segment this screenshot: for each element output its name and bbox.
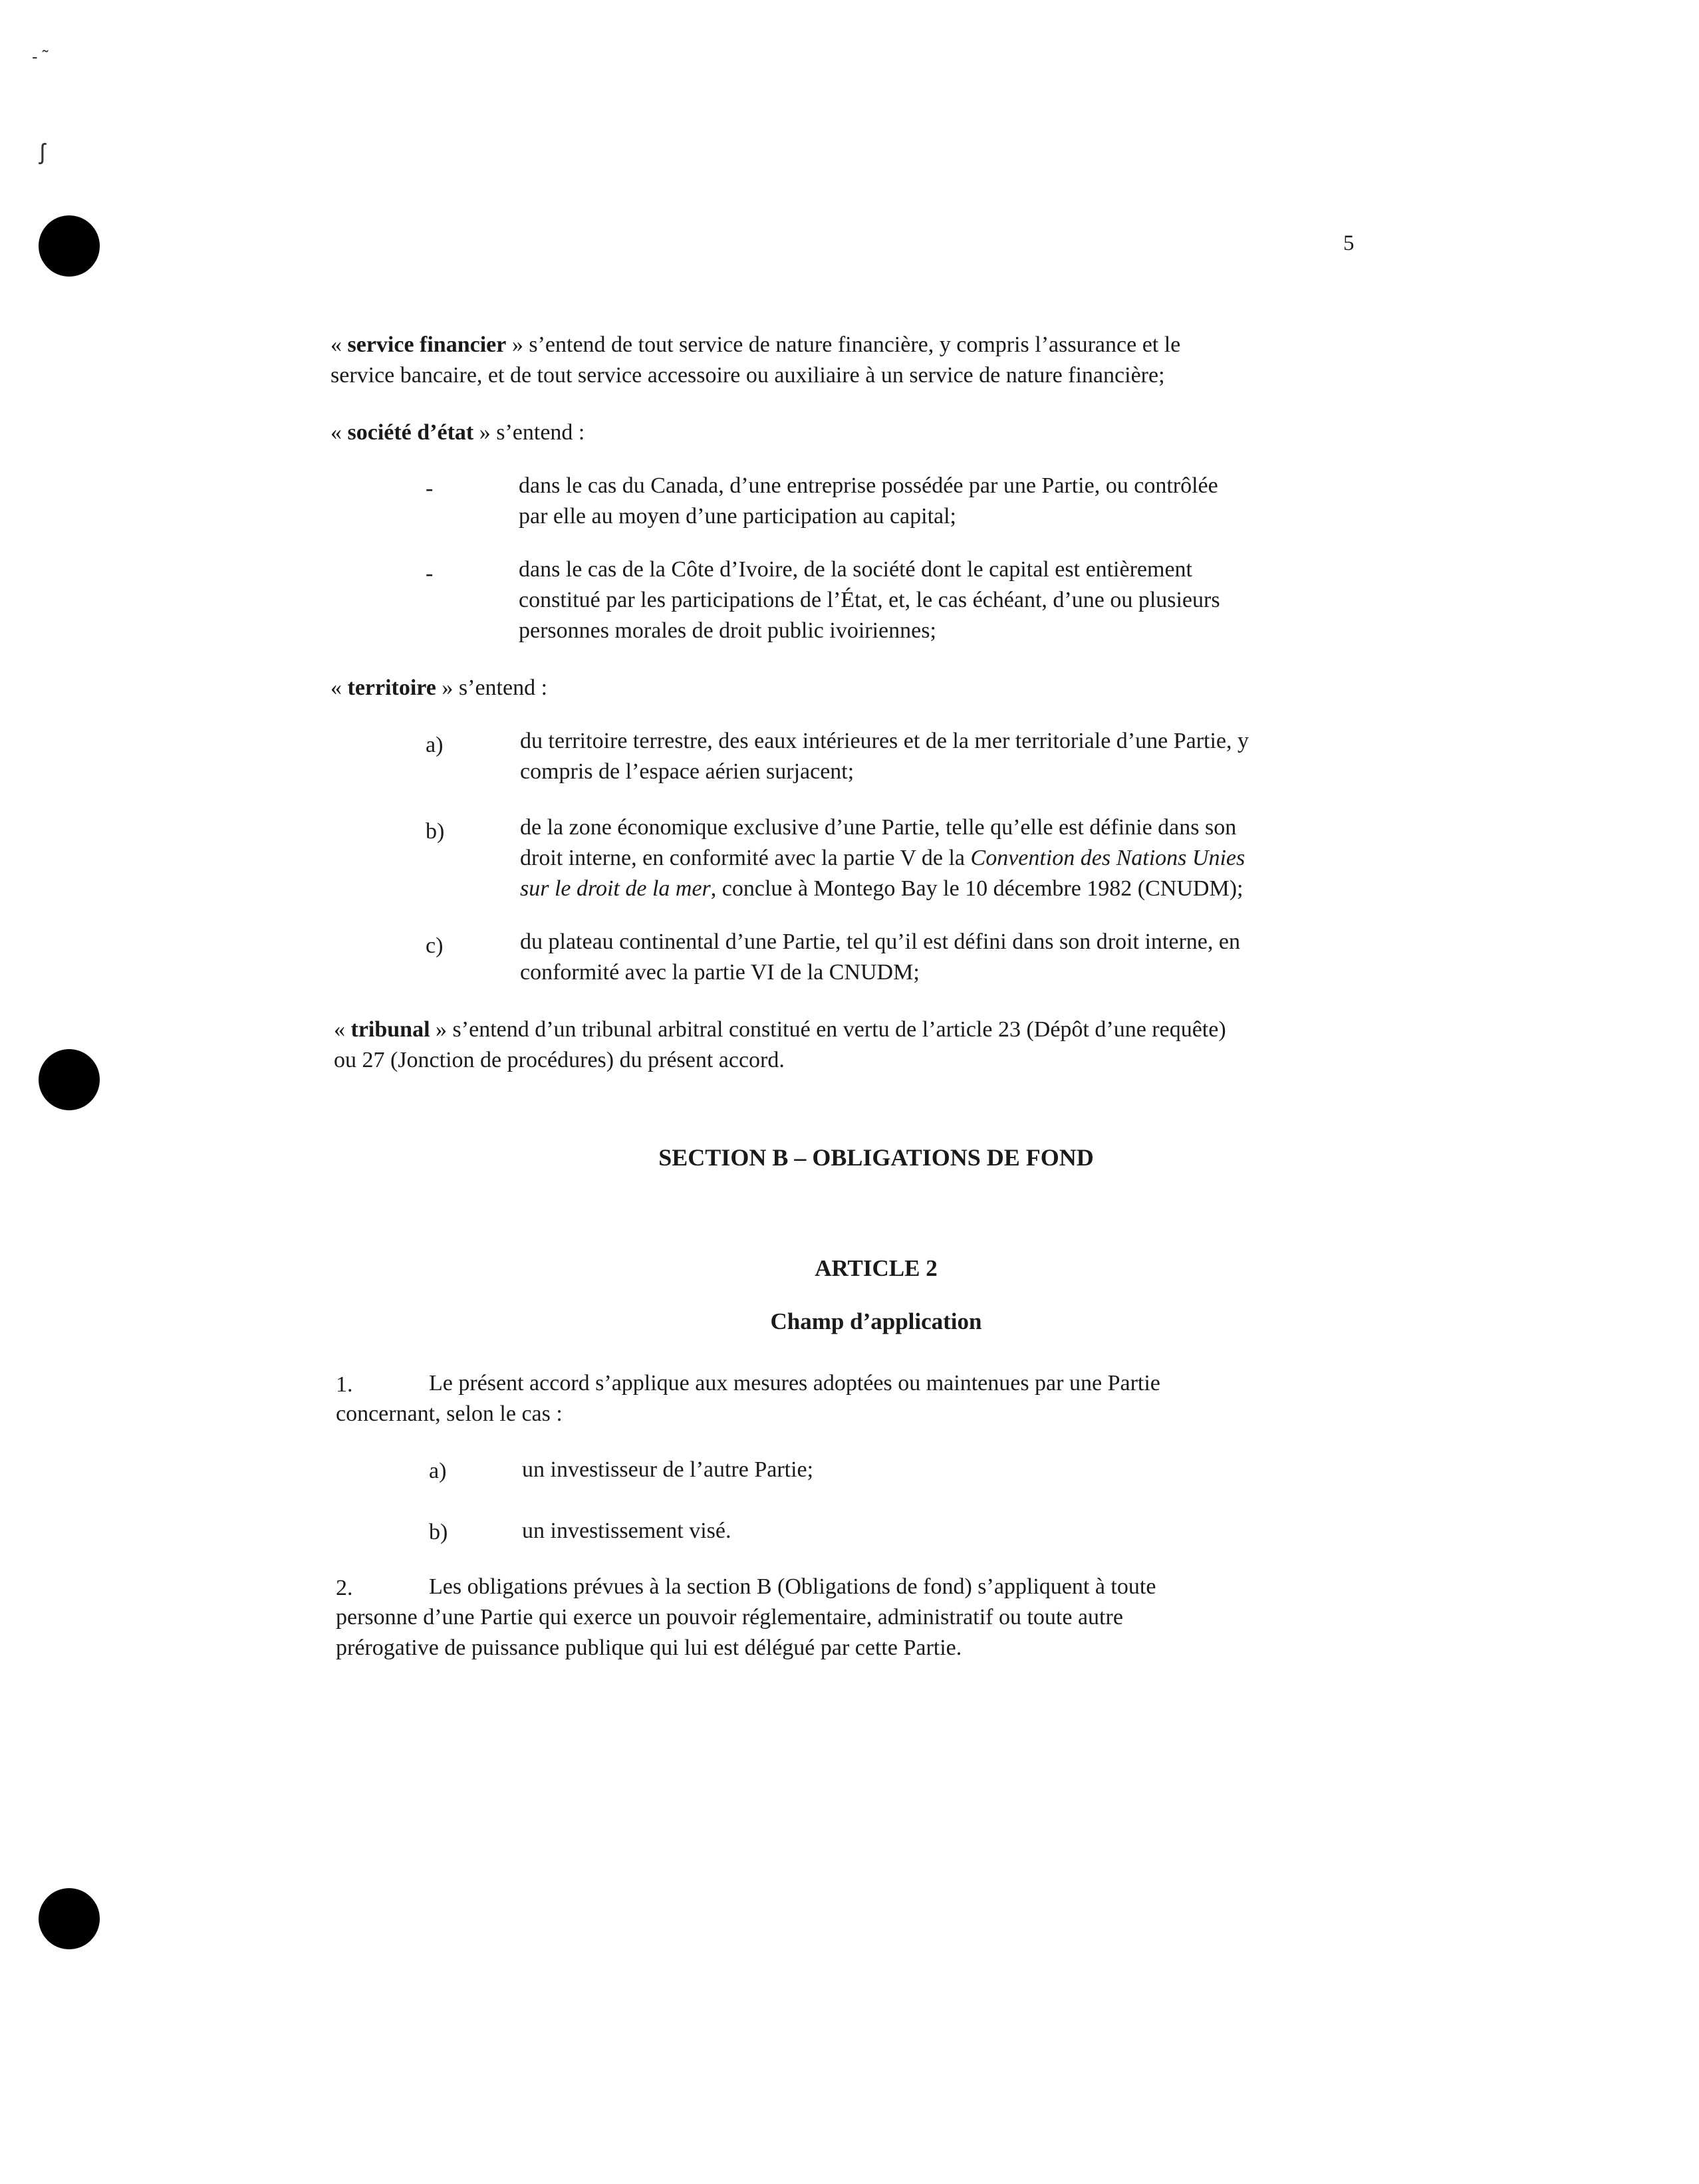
- paragraph-text: Le présent accord s’applique aux mesures adoptées ou maintenues par une Partie: [429, 1371, 1160, 1395]
- list-item: compris de l’espace aérien surjacent;: [520, 759, 854, 784]
- list-marker: c): [426, 933, 444, 958]
- definition-service-financier: « service financier » s’entend de tout service de nature financière, y compris l’assurance et le: [330, 332, 1181, 357]
- list-item: constitué par les participations de l’État, et, le cas échéant, d’une ou plusieurs: [519, 588, 1220, 612]
- list-item: un investisseur de l’autre Partie;: [522, 1457, 814, 1482]
- scan-mark: ʃ: [40, 140, 45, 165]
- list-item: conformité avec la partie VI de la CNUDM;: [520, 960, 920, 985]
- list-item: du territoire terrestre, des eaux intérieures et de la mer territoriale d’une Partie, y: [520, 729, 1249, 753]
- list-item: droit interne, en conformité avec la partie V de la Convention des Nations Unies: [520, 846, 1245, 870]
- treaty-title: Convention des Nations Unies: [970, 846, 1245, 870]
- list-item: personnes morales de droit public ivoiriennes;: [519, 618, 936, 643]
- section-heading: SECTION B – OBLIGATIONS DE FOND: [658, 1144, 1094, 1171]
- defined-term: tribunal: [350, 1017, 430, 1042]
- paragraph-text: Les obligations prévues à la section B (Obligations de fond) s’appliquent à toute: [429, 1574, 1156, 1599]
- punch-hole-top: [39, 215, 100, 277]
- definition-line: service bancaire, et de tout service accessoire ou auxiliaire à un service de nature financière;: [330, 363, 1165, 388]
- list-item: sur le droit de la mer, conclue à Montego Bay le 10 décembre 1982 (CNUDM);: [520, 876, 1243, 901]
- list-marker: -: [426, 476, 434, 501]
- defined-term: société d’état: [347, 420, 474, 445]
- punch-hole-bottom: [39, 1888, 100, 1949]
- scan-mark: - ˜: [32, 47, 49, 66]
- list-marker: -: [426, 561, 434, 586]
- list-item: de la zone économique exclusive d’une Partie, telle qu’elle est définie dans son: [520, 815, 1237, 840]
- list-item: du plateau continental d’une Partie, tel qu’il est défini dans son droit interne, en: [520, 929, 1240, 954]
- definition-territoire: « territoire » s’entend :: [330, 675, 548, 700]
- list-marker: b): [426, 819, 445, 844]
- list-marker: a): [429, 1459, 447, 1483]
- defined-term: territoire: [347, 675, 436, 700]
- list-marker: b): [429, 1520, 448, 1544]
- treaty-title: sur le droit de la mer: [520, 876, 711, 901]
- list-item: dans le cas du Canada, d’une entreprise possédée par une Partie, ou contrôlée: [519, 473, 1218, 498]
- paragraph-number: 1.: [336, 1372, 353, 1397]
- punch-hole-middle: [39, 1049, 100, 1110]
- paragraph-text: personne d’une Partie qui exerce un pouvoir réglementaire, administratif ou toute autre: [336, 1605, 1123, 1630]
- paragraph-text: concernant, selon le cas :: [336, 1401, 563, 1426]
- list-item: un investissement visé.: [522, 1518, 731, 1543]
- definition-line: ou 27 (Jonction de procédures) du présent accord.: [334, 1048, 785, 1072]
- paragraph-number: 2.: [336, 1576, 353, 1600]
- definition-tribunal: « tribunal » s’entend d’un tribunal arbitral constitué en vertu de l’article 23 (Dépôt d’une requête): [334, 1017, 1226, 1042]
- defined-term: service financier: [347, 332, 507, 357]
- list-item: par elle au moyen d’une participation au capital;: [519, 504, 957, 529]
- definition-societe-detat: « société d’état » s’entend :: [330, 420, 585, 445]
- list-marker: a): [426, 733, 444, 757]
- list-item: dans le cas de la Côte d’Ivoire, de la société dont le capital est entièrement: [519, 557, 1192, 582]
- page-number: 5: [1343, 231, 1355, 255]
- article-title: Champ d’application: [770, 1308, 982, 1334]
- article-heading: ARTICLE 2: [815, 1255, 938, 1281]
- paragraph-text: prérogative de puissance publique qui lui est délégué par cette Partie.: [336, 1636, 962, 1660]
